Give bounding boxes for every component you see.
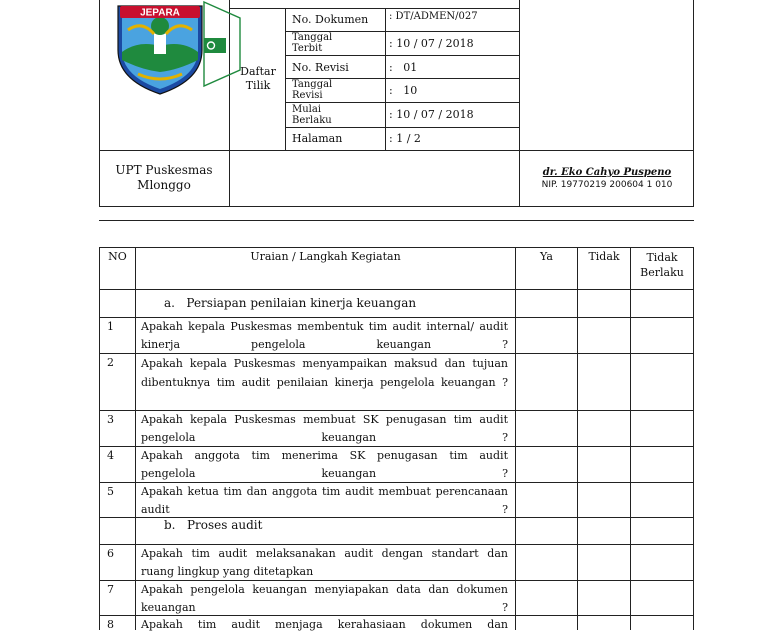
row-text-1: Apakah kepala Puskesmas membentuk tim audit internal/ audit kinerja pengelola keuangan ?	[141, 320, 508, 351]
col-header-tidak: Tidak	[588, 250, 620, 263]
row-text-8: Apakah tim audit menjaga kerahasiaan dokumen dan	[141, 618, 508, 631]
row-text-2: Apakah kepala Puskesmas menyampaikan maksud dan tujuan dibentuknya tim audit penilaian kinerja pengelola keuangan ?	[141, 357, 508, 389]
row-text-3: Apakah kepala Puskesmas membuat SK penugasan tim audit pengelola keuangan ?	[141, 413, 508, 444]
row-no-4: 4	[107, 449, 114, 462]
header-separator	[99, 220, 694, 221]
org-name: UPT Puskesmas Mlonggo	[115, 163, 213, 192]
section-b-heading: b. Proses audit	[164, 518, 263, 532]
logo-text: JEPARA	[140, 7, 180, 19]
row-no-7: 7	[107, 583, 114, 596]
jepara-logo	[108, 0, 248, 96]
col-header-tidak-berlaku: Tidak Berlaku	[640, 251, 684, 279]
row-no-6: 6	[107, 547, 114, 560]
row-text-5: Apakah ketua tim dan anggota tim audit membuat perencanaan audit ?	[141, 485, 508, 516]
field-value-no-revisi: : 01	[389, 61, 418, 74]
col-header-ya: Ya	[540, 250, 553, 263]
row-no-3: 3	[107, 413, 114, 426]
field-value-mulai-berlaku: : 10 / 07 / 2018	[389, 108, 474, 121]
field-label-tanggal-terbit: Tanggal Terbit	[292, 32, 333, 54]
field-value-tanggal-terbit: : 10 / 07 / 2018	[389, 37, 474, 50]
section-a-heading: a. Persiapan penilaian kinerja keuangan	[164, 296, 417, 310]
row-text-7: Apakah pengelola keuangan menyiapakan data dan dokumen keuangan ?	[141, 583, 508, 614]
row-no-2: 2	[107, 356, 114, 369]
field-label-no-revisi: No. Revisi	[292, 61, 349, 74]
signatory-nip: NIP. 19770219 200604 1 010	[541, 180, 673, 190]
row-no-5: 5	[107, 485, 114, 498]
row-text-6: Apakah tim audit melaksanakan audit dengan standart dan ruang lingkup yang ditetapkan	[141, 547, 508, 578]
row-no-1: 1	[107, 320, 114, 333]
field-value-halaman: : 1 / 2	[389, 132, 421, 145]
field-label-mulai-berlaku: Mulai Berlaku	[292, 104, 332, 126]
row-no-8: 8	[107, 618, 114, 631]
field-label-no-dokumen: No. Dokumen	[292, 13, 369, 26]
field-label-halaman: Halaman	[292, 132, 343, 145]
col-header-uraian: Uraian / Langkah Kegiatan	[250, 250, 401, 263]
signatory-name: dr. Eko Cahyo Puspeno	[542, 167, 672, 178]
col-header-no: NO	[108, 250, 127, 263]
doc-type-label: Daftar Tilik	[240, 65, 276, 92]
row-text-4: Apakah anggota tim menerima SK penugasan tim audit pengelola keuangan ?	[141, 449, 508, 480]
field-label-tanggal-revisi: Tanggal Revisi	[292, 79, 333, 101]
field-value-no-dokumen: : DT/ADMEN/027	[389, 11, 478, 22]
field-value-tanggal-revisi: : 10	[389, 84, 418, 97]
